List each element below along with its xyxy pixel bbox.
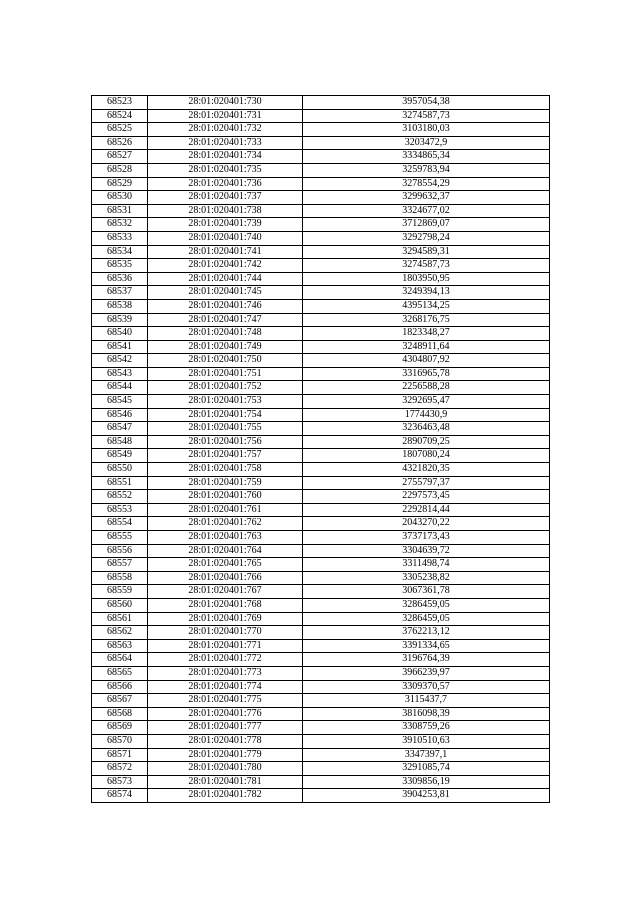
cadastral-number-cell: 28:01:020401:741 — [148, 245, 303, 259]
cadastral-number-cell: 28:01:020401:769 — [148, 612, 303, 626]
value-cell: 1774430,9 — [303, 408, 550, 422]
cadastral-number-cell: 28:01:020401:776 — [148, 707, 303, 721]
row-number-cell: 68547 — [92, 422, 148, 436]
row-number-cell: 68556 — [92, 544, 148, 558]
row-number-cell: 68533 — [92, 231, 148, 245]
value-cell: 1807080,24 — [303, 449, 550, 463]
table-row — [92, 259, 550, 273]
row-number-cell: 68550 — [92, 463, 148, 477]
cadastral-value-table — [91, 95, 550, 803]
row-number-cell: 68565 — [92, 666, 148, 680]
row-number-cell: 68555 — [92, 531, 148, 545]
cadastral-number-cell: 28:01:020401:730 — [148, 96, 303, 110]
table-row — [92, 422, 550, 436]
row-number-cell: 68526 — [92, 136, 148, 150]
table-row — [92, 680, 550, 694]
table-row — [92, 598, 550, 612]
cadastral-number-cell: 28:01:020401:764 — [148, 544, 303, 558]
value-cell: 3286459,05 — [303, 612, 550, 626]
row-number-cell: 68536 — [92, 272, 148, 286]
row-number-cell: 68557 — [92, 558, 148, 572]
value-cell: 3274587,73 — [303, 259, 550, 273]
value-cell: 3286459,05 — [303, 598, 550, 612]
cadastral-number-cell: 28:01:020401:744 — [148, 272, 303, 286]
value-cell: 3816098,39 — [303, 707, 550, 721]
cadastral-number-cell: 28:01:020401:759 — [148, 476, 303, 490]
value-cell: 3196764,39 — [303, 653, 550, 667]
value-cell: 3304639,72 — [303, 544, 550, 558]
row-number-cell: 68539 — [92, 313, 148, 327]
value-cell: 3309856,19 — [303, 775, 550, 789]
table-row — [92, 313, 550, 327]
row-number-cell: 68558 — [92, 571, 148, 585]
row-number-cell: 68544 — [92, 381, 148, 395]
cadastral-number-cell: 28:01:020401:767 — [148, 585, 303, 599]
cadastral-number-cell: 28:01:020401:748 — [148, 327, 303, 341]
cadastral-number-cell: 28:01:020401:766 — [148, 571, 303, 585]
row-number-cell: 68562 — [92, 626, 148, 640]
table-row — [92, 218, 550, 232]
table-row — [92, 150, 550, 164]
value-cell: 3278554,29 — [303, 177, 550, 191]
value-cell: 3292695,47 — [303, 395, 550, 409]
value-cell: 1823348,27 — [303, 327, 550, 341]
table-row — [92, 286, 550, 300]
value-cell: 3309370,57 — [303, 680, 550, 694]
table-row — [92, 123, 550, 137]
row-number-cell: 68549 — [92, 449, 148, 463]
value-cell: 3115437,7 — [303, 694, 550, 708]
row-number-cell: 68566 — [92, 680, 148, 694]
table-row — [92, 395, 550, 409]
table-row — [92, 571, 550, 585]
cadastral-number-cell: 28:01:020401:732 — [148, 123, 303, 137]
table-row — [92, 531, 550, 545]
table-row — [92, 476, 550, 490]
row-number-cell: 68571 — [92, 748, 148, 762]
cadastral-number-cell: 28:01:020401:736 — [148, 177, 303, 191]
cadastral-number-cell: 28:01:020401:770 — [148, 626, 303, 640]
value-cell: 3712869,07 — [303, 218, 550, 232]
table-row — [92, 463, 550, 477]
value-cell: 3291085,74 — [303, 762, 550, 776]
row-number-cell: 68546 — [92, 408, 148, 422]
cadastral-number-cell: 28:01:020401:761 — [148, 503, 303, 517]
value-cell: 3324677,02 — [303, 204, 550, 218]
cadastral-number-cell: 28:01:020401:755 — [148, 422, 303, 436]
row-number-cell: 68560 — [92, 598, 148, 612]
value-cell: 2256588,28 — [303, 381, 550, 395]
value-cell: 3391334,65 — [303, 639, 550, 653]
table-row — [92, 612, 550, 626]
table-row — [92, 789, 550, 803]
table-row — [92, 354, 550, 368]
cadastral-number-cell: 28:01:020401:779 — [148, 748, 303, 762]
row-number-cell: 68553 — [92, 503, 148, 517]
table-row — [92, 585, 550, 599]
row-number-cell: 68534 — [92, 245, 148, 259]
value-cell: 2043270,22 — [303, 517, 550, 531]
value-cell: 3294589,31 — [303, 245, 550, 259]
table-row — [92, 544, 550, 558]
table-row — [92, 449, 550, 463]
value-cell: 3299632,37 — [303, 191, 550, 205]
table-row — [92, 626, 550, 640]
row-number-cell: 68561 — [92, 612, 148, 626]
value-cell: 2292814,44 — [303, 503, 550, 517]
value-cell: 3966239,97 — [303, 666, 550, 680]
cadastral-number-cell: 28:01:020401:749 — [148, 340, 303, 354]
cadastral-number-cell: 28:01:020401:734 — [148, 150, 303, 164]
cadastral-number-cell: 28:01:020401:742 — [148, 259, 303, 273]
table-row — [92, 517, 550, 531]
row-number-cell: 68554 — [92, 517, 148, 531]
cadastral-number-cell: 28:01:020401:775 — [148, 694, 303, 708]
cadastral-number-cell: 28:01:020401:758 — [148, 463, 303, 477]
cadastral-number-cell: 28:01:020401:750 — [148, 354, 303, 368]
row-number-cell: 68542 — [92, 354, 148, 368]
cadastral-number-cell: 28:01:020401:745 — [148, 286, 303, 300]
row-number-cell: 68564 — [92, 653, 148, 667]
cadastral-number-cell: 28:01:020401:771 — [148, 639, 303, 653]
row-number-cell: 68541 — [92, 340, 148, 354]
table-row — [92, 639, 550, 653]
value-cell: 3292798,24 — [303, 231, 550, 245]
table-row — [92, 435, 550, 449]
cadastral-number-cell: 28:01:020401:752 — [148, 381, 303, 395]
row-number-cell: 68569 — [92, 721, 148, 735]
cadastral-number-cell: 28:01:020401:740 — [148, 231, 303, 245]
value-cell: 3259783,94 — [303, 163, 550, 177]
value-cell: 3311498,74 — [303, 558, 550, 572]
value-cell: 3737173,43 — [303, 531, 550, 545]
table-row — [92, 109, 550, 123]
table-row — [92, 177, 550, 191]
table-row — [92, 503, 550, 517]
value-cell: 2890709,25 — [303, 435, 550, 449]
cadastral-number-cell: 28:01:020401:754 — [148, 408, 303, 422]
row-number-cell: 68548 — [92, 435, 148, 449]
row-number-cell: 68530 — [92, 191, 148, 205]
table-row — [92, 327, 550, 341]
cadastral-number-cell: 28:01:020401:751 — [148, 367, 303, 381]
cadastral-number-cell: 28:01:020401:756 — [148, 435, 303, 449]
cadastral-number-cell: 28:01:020401:753 — [148, 395, 303, 409]
cadastral-number-cell: 28:01:020401:781 — [148, 775, 303, 789]
value-cell: 3305238,82 — [303, 571, 550, 585]
row-number-cell: 68535 — [92, 259, 148, 273]
cadastral-number-cell: 28:01:020401:782 — [148, 789, 303, 803]
value-cell: 3067361,78 — [303, 585, 550, 599]
cadastral-number-cell: 28:01:020401:747 — [148, 313, 303, 327]
value-cell: 3904253,81 — [303, 789, 550, 803]
value-cell: 3248911,64 — [303, 340, 550, 354]
cadastral-number-cell: 28:01:020401:738 — [148, 204, 303, 218]
table-row — [92, 96, 550, 110]
cadastral-number-cell: 28:01:020401:762 — [148, 517, 303, 531]
value-cell: 3274587,73 — [303, 109, 550, 123]
cadastral-number-cell: 28:01:020401:737 — [148, 191, 303, 205]
table-row — [92, 653, 550, 667]
table-row — [92, 163, 550, 177]
value-cell: 3236463,48 — [303, 422, 550, 436]
row-number-cell: 68551 — [92, 476, 148, 490]
row-number-cell: 68552 — [92, 490, 148, 504]
row-number-cell: 68572 — [92, 762, 148, 776]
row-number-cell: 68537 — [92, 286, 148, 300]
table-row — [92, 694, 550, 708]
row-number-cell: 68563 — [92, 639, 148, 653]
table-body — [92, 96, 550, 803]
table-row — [92, 490, 550, 504]
row-number-cell: 68538 — [92, 299, 148, 313]
value-cell: 3268176,75 — [303, 313, 550, 327]
table-row — [92, 734, 550, 748]
row-number-cell: 68543 — [92, 367, 148, 381]
table-row — [92, 558, 550, 572]
row-number-cell: 68570 — [92, 734, 148, 748]
cadastral-number-cell: 28:01:020401:774 — [148, 680, 303, 694]
value-cell: 3249394,13 — [303, 286, 550, 300]
table-row — [92, 748, 550, 762]
row-number-cell: 68574 — [92, 789, 148, 803]
row-number-cell: 68531 — [92, 204, 148, 218]
row-number-cell: 68568 — [92, 707, 148, 721]
row-number-cell: 68567 — [92, 694, 148, 708]
value-cell: 2297573,45 — [303, 490, 550, 504]
value-cell: 3203472,9 — [303, 136, 550, 150]
cadastral-number-cell: 28:01:020401:746 — [148, 299, 303, 313]
cadastral-number-cell: 28:01:020401:757 — [148, 449, 303, 463]
row-number-cell: 68532 — [92, 218, 148, 232]
row-number-cell: 68524 — [92, 109, 148, 123]
table-row — [92, 340, 550, 354]
row-number-cell: 68573 — [92, 775, 148, 789]
cadastral-number-cell: 28:01:020401:773 — [148, 666, 303, 680]
row-number-cell: 68525 — [92, 123, 148, 137]
cadastral-number-cell: 28:01:020401:768 — [148, 598, 303, 612]
table-row — [92, 204, 550, 218]
cadastral-number-cell: 28:01:020401:763 — [148, 531, 303, 545]
table-row — [92, 245, 550, 259]
cadastral-number-cell: 28:01:020401:731 — [148, 109, 303, 123]
table-row — [92, 775, 550, 789]
table-row — [92, 367, 550, 381]
row-number-cell: 68523 — [92, 96, 148, 110]
table-row — [92, 381, 550, 395]
value-cell: 4321820,35 — [303, 463, 550, 477]
cadastral-number-cell: 28:01:020401:735 — [148, 163, 303, 177]
value-cell: 4395134,25 — [303, 299, 550, 313]
cadastral-number-cell: 28:01:020401:778 — [148, 734, 303, 748]
cadastral-number-cell: 28:01:020401:760 — [148, 490, 303, 504]
row-number-cell: 68540 — [92, 327, 148, 341]
table-row — [92, 299, 550, 313]
value-cell: 3957054,38 — [303, 96, 550, 110]
cadastral-number-cell: 28:01:020401:777 — [148, 721, 303, 735]
value-cell: 3910510,63 — [303, 734, 550, 748]
row-number-cell: 68528 — [92, 163, 148, 177]
value-cell: 1803950,95 — [303, 272, 550, 286]
row-number-cell: 68529 — [92, 177, 148, 191]
value-cell: 3308759,26 — [303, 721, 550, 735]
row-number-cell: 68527 — [92, 150, 148, 164]
cadastral-number-cell: 28:01:020401:733 — [148, 136, 303, 150]
row-number-cell: 68559 — [92, 585, 148, 599]
table-row — [92, 272, 550, 286]
table-row — [92, 231, 550, 245]
table-row — [92, 191, 550, 205]
value-cell: 4304807,92 — [303, 354, 550, 368]
value-cell: 3316965,78 — [303, 367, 550, 381]
row-number-cell: 68545 — [92, 395, 148, 409]
table-row — [92, 707, 550, 721]
table-row — [92, 762, 550, 776]
table-row — [92, 136, 550, 150]
cadastral-number-cell: 28:01:020401:780 — [148, 762, 303, 776]
table-row — [92, 666, 550, 680]
value-cell: 3334865,34 — [303, 150, 550, 164]
value-cell: 3103180,03 — [303, 123, 550, 137]
value-cell: 2755797,37 — [303, 476, 550, 490]
value-cell: 3762213,12 — [303, 626, 550, 640]
cadastral-number-cell: 28:01:020401:772 — [148, 653, 303, 667]
cadastral-number-cell: 28:01:020401:739 — [148, 218, 303, 232]
table-row — [92, 721, 550, 735]
cadastral-number-cell: 28:01:020401:765 — [148, 558, 303, 572]
table-row — [92, 408, 550, 422]
value-cell: 3347397,1 — [303, 748, 550, 762]
